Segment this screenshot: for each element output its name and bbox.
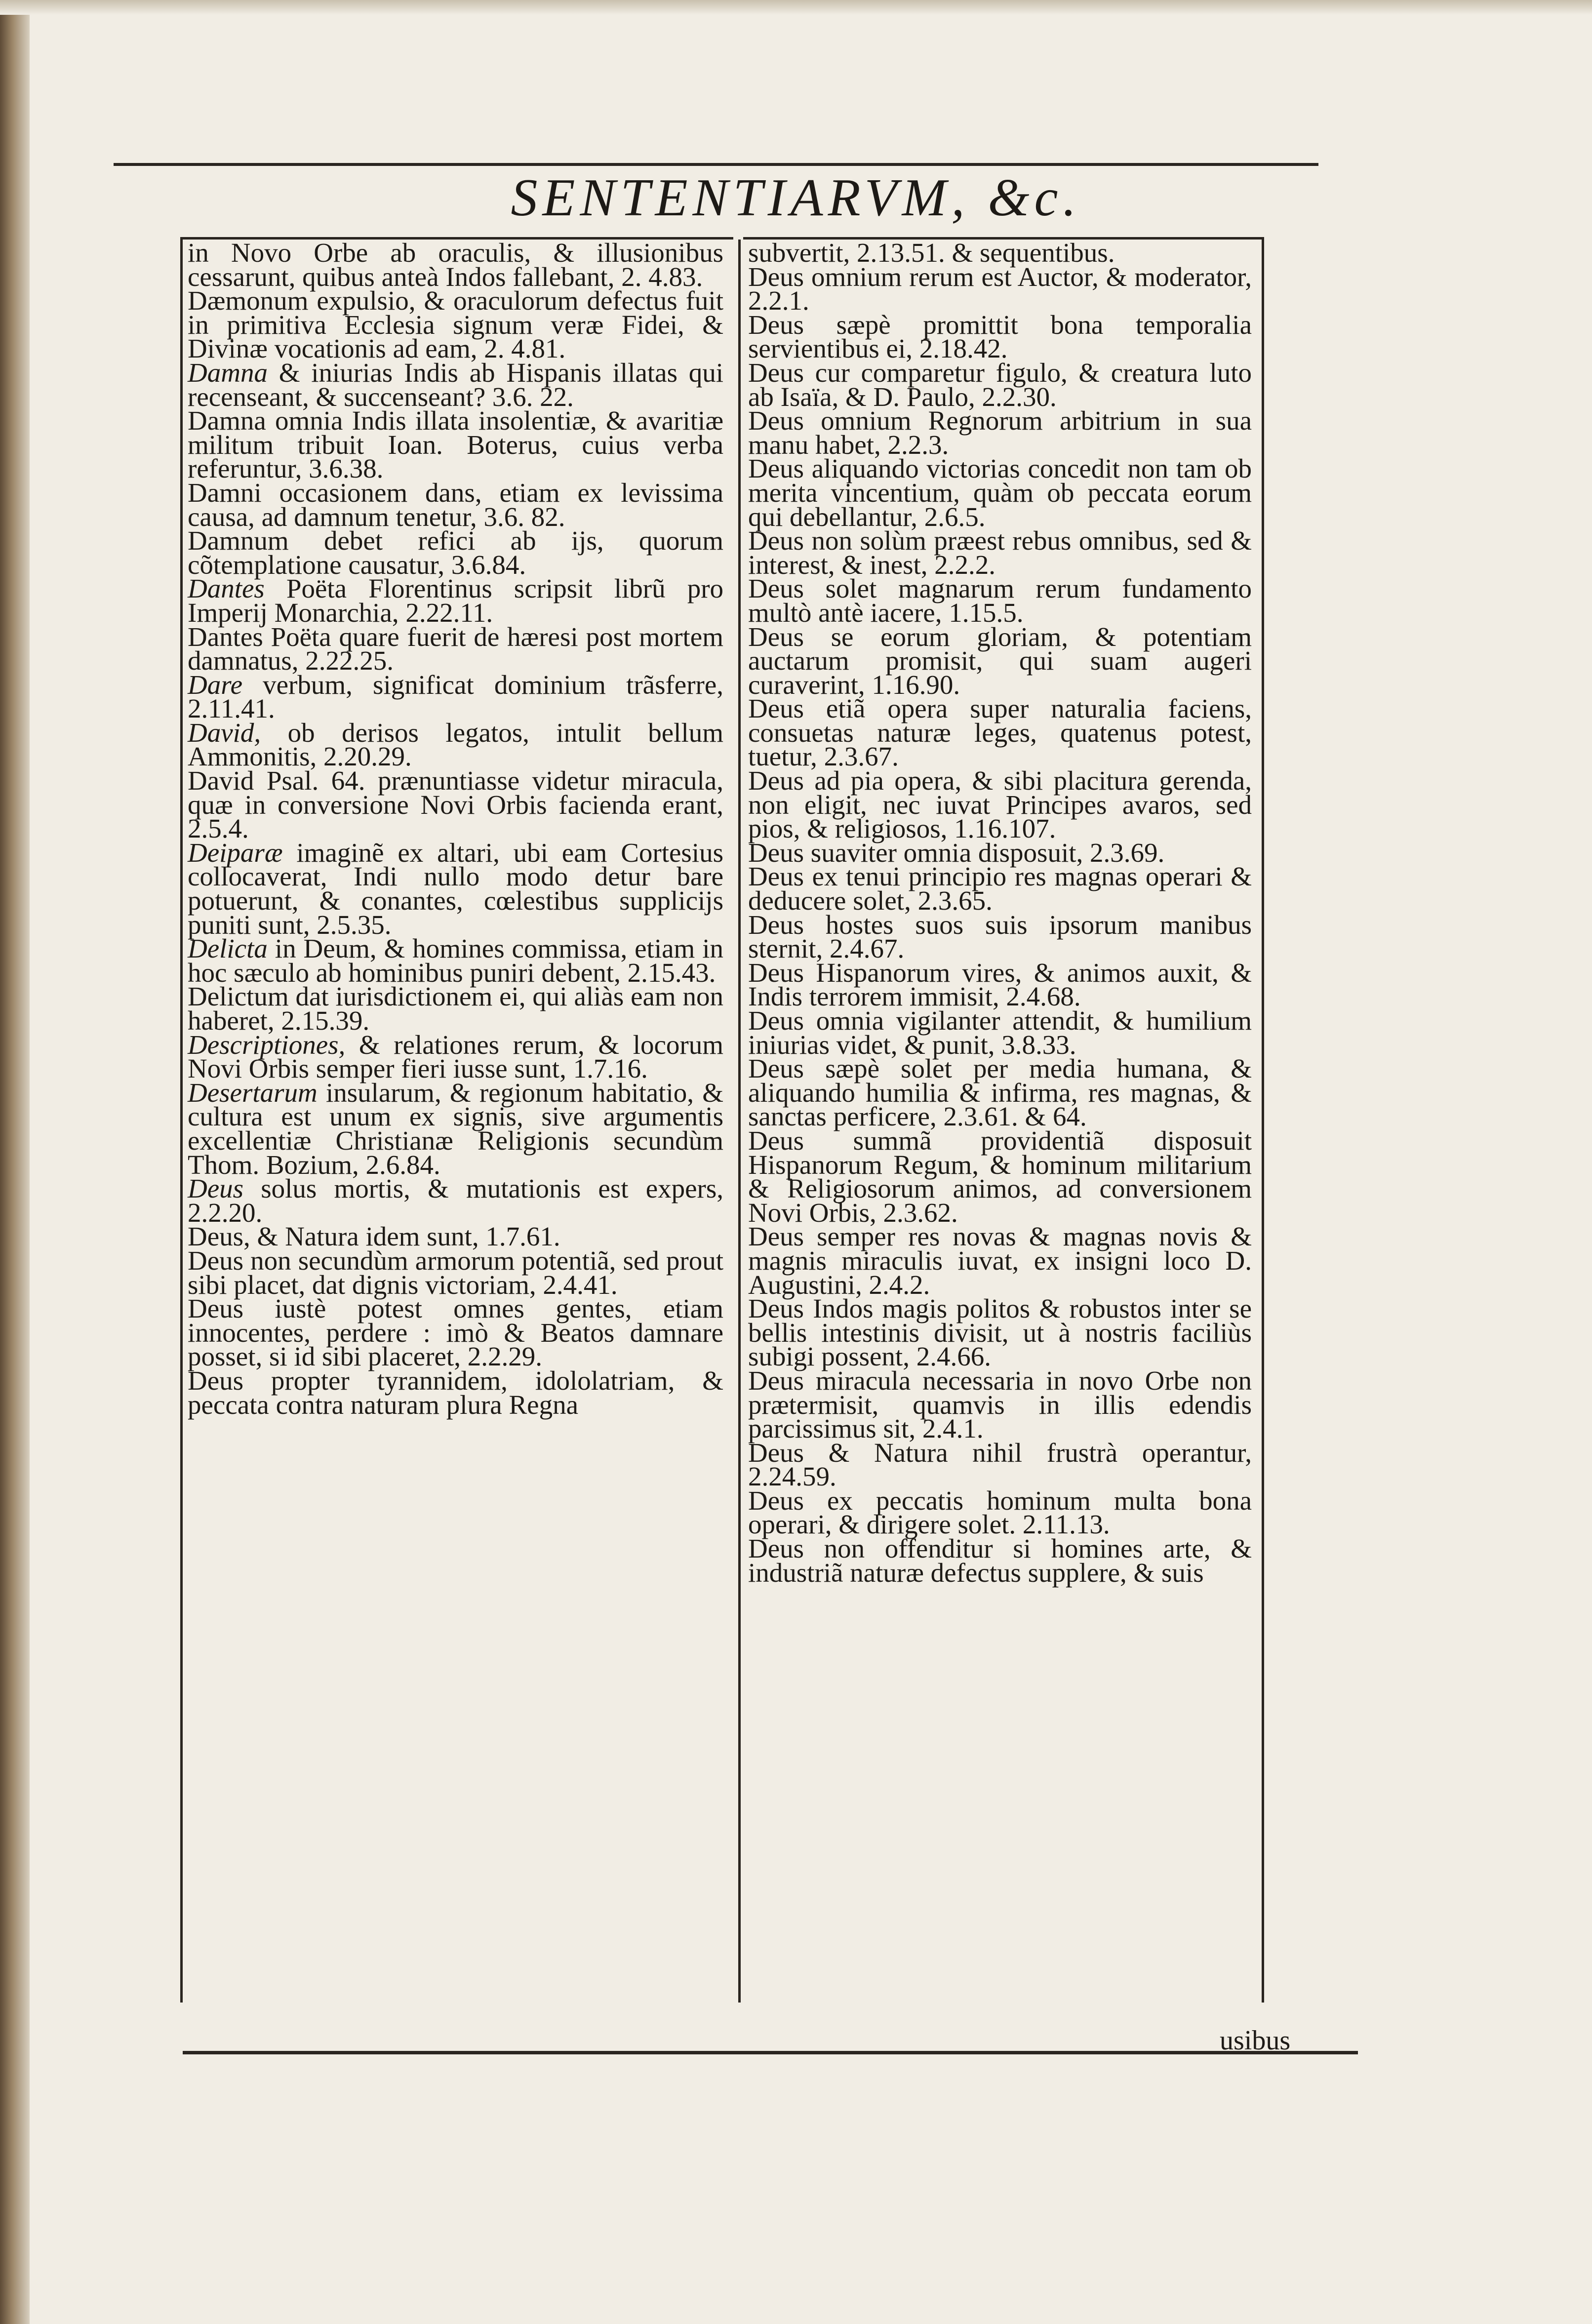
entry-text: Deus sæpè promittit bona temporalia servientibus ei, 2.18.42. xyxy=(748,309,1252,364)
index-entry xyxy=(188,1173,724,1228)
index-entry xyxy=(748,693,1252,772)
index-entry xyxy=(748,453,1252,532)
entry-text: Deus aliquando victorias concedit non tam ob merita vincentium, quàm ob peccata eorum qui debellantur, 2.6.5. xyxy=(748,453,1252,532)
index-entry xyxy=(188,933,723,988)
entry-text: Deus solet magnarum rerum fundamento multò antè iacere, 1.15.5. xyxy=(748,573,1252,628)
entry-text: Damna omnia Indis illata insolentiæ, & avaritiæ militum tribuit Ioan. Boterus, cuius verba referuntur, 3.6.38. xyxy=(188,405,723,484)
entry-text: Damni occasionem dans, etiam ex levissima causa, ad damnum tenetur, 3.6. 82. xyxy=(188,477,723,532)
index-entry xyxy=(188,669,724,724)
index-entry xyxy=(748,309,1252,364)
index-entry xyxy=(748,1533,1252,1588)
index-entry xyxy=(748,909,1252,964)
entry-text: Deus summã providentiã disposuit Hispanorum Regum, & hominum militarium & Religiosorum animos, ad conversionem Novi Orbis, 2.3.62. xyxy=(748,1125,1252,1228)
index-entry xyxy=(748,525,1252,580)
entry-text: in Novo Orbe ab oraculis, & illusionibus cessarunt, quibus anteà Indos fallebant, 2. 4.83. xyxy=(188,238,723,292)
book-gutter-edge xyxy=(0,0,30,2324)
entry-text: Dæmonum expulsio, & oraculorum defectus fuit in primitiva Ecclesia signum veræ Fidei, & Divinæ vocationis ad eam, 2. 4.81. xyxy=(188,285,723,364)
index-entry xyxy=(188,405,723,484)
index-entry xyxy=(188,1077,724,1180)
index-entry xyxy=(748,1005,1252,1060)
right-index-column xyxy=(748,238,1252,1588)
entry-text: in Deum, & homines commissa, etiam in hoc sæculo ab hominibus puniri debent, 2.15.43. xyxy=(188,933,723,988)
entry-text: Deus non secundùm armorum potentiã, sed prout sibi placet, dat dignis victoriam, 2.4.41. xyxy=(188,1245,723,1300)
catchword: usibus xyxy=(1220,2025,1291,2056)
entry-text: Poëta Florentinus scripsit librũ pro Imperij Monarchia, 2.22.11. xyxy=(188,573,724,628)
index-entry xyxy=(748,357,1252,412)
page-title: SENTENTIARVM, &c. xyxy=(511,168,1081,227)
entry-text: Deus cur comparetur figulo, & creatura luto ab Isaïa, & D. Paulo, 2.2.30. xyxy=(748,357,1252,412)
entry-text: subvertit, 2.13.51. & sequentibus. xyxy=(748,238,1115,268)
entry-text: Deus ad pia opera, & sibi placitura gerenda, non eligit, nec iuvat Principes avaros, sed pios, & religiosos, 1.16.107. xyxy=(748,765,1252,844)
entry-text: imaginẽ ex altari, ubi eam Cortesius collocaverat, Indi nullo modo detur bare potuerunt, & conantes, cœlestibus supplicijs puniti sunt, 2.5.35. xyxy=(188,837,723,940)
entry-text: Deus, & Natura idem sunt, 1.7.61. xyxy=(188,1221,560,1252)
index-entry xyxy=(748,621,1252,700)
index-entry xyxy=(188,357,723,412)
index-entry xyxy=(748,1437,1252,1492)
entry-headword: Deus xyxy=(188,1173,244,1204)
entry-text: ob derisos legatos, intulit bellum Ammonitis, 2.20.29. xyxy=(188,717,724,772)
entry-text: Deus ex tenui principio res magnas operari & deducere solet, 2.3.65. xyxy=(748,861,1252,916)
entry-text: Deus etiã opera super naturalia faciens, consuetas naturæ leges, quatenus potest, tuetur, 2.3.67. xyxy=(748,693,1252,772)
entry-text: Deus sæpè solet per media humana, & aliquando humilia & infirma, res magnas, & sanctas perficere, 2.3.61. & 64. xyxy=(748,1053,1252,1132)
entry-text: Deus Hispanorum vires, & animos auxit, & Indis terrorem immisit, 2.4.68. xyxy=(748,957,1252,1012)
entry-text: David Psal. 64. prænuntiasse videtur miracula, quæ in conversione Novi Orbis facienda erant, 2.5.4. xyxy=(188,765,723,844)
entry-text: verbum, significat dominium trãsferre, 2.11.41. xyxy=(188,669,724,724)
index-entry xyxy=(748,1053,1252,1132)
index-entry xyxy=(748,861,1252,916)
entry-text: Deus iustè potest omnes gentes, etiam innocentes, perdere : imò & Beatos damnare posset, si id sibi placeret, 2.2.29. xyxy=(188,1293,723,1372)
entry-text: Dantes Poëta quare fuerit de hæresi post mortem damnatus, 2.22.25. xyxy=(188,621,723,676)
index-entry xyxy=(748,1365,1252,1444)
bottom-rule xyxy=(183,2051,1358,2054)
entry-headword: Damna xyxy=(188,357,268,388)
entry-text: Deus Indos magis politos & robustos inter se bellis intestinis divisit, ut à nostris faciliùs subigi possent, 2.4.66. xyxy=(748,1293,1252,1372)
index-entry xyxy=(188,1029,723,1084)
index-entry xyxy=(188,573,724,628)
index-entry xyxy=(748,405,1252,460)
entry-text: & relationes rerum, & locorum Novi Orbis semper fieri iusse sunt, 1.7.16. xyxy=(188,1029,723,1084)
index-entry xyxy=(188,717,724,772)
index-entry xyxy=(748,1125,1252,1228)
right-column-border xyxy=(1262,240,1264,2003)
index-entry xyxy=(188,837,723,940)
index-entry xyxy=(188,285,723,364)
entry-text: & iniurias Indis ab Hispanis illatas qui recenseant, & succenseant? 3.6. 22. xyxy=(188,357,723,412)
index-entry xyxy=(188,765,723,844)
entry-text: Deus semper res novas & magnas novis & magnis miraculis iuvat, ex insigni loco D. Augustini, 2.4.2. xyxy=(748,1221,1252,1300)
index-entry xyxy=(188,525,723,580)
entry-text: Deus non offenditur si homines arte, & industriã naturæ defectus supplere, & suis xyxy=(748,1533,1252,1588)
entry-headword: Dare xyxy=(188,669,242,700)
index-entry xyxy=(748,1221,1252,1300)
left-index-column xyxy=(188,238,724,1420)
entry-text: Deus non solùm præest rebus omnibus, sed & interest, & inest, 2.2.2. xyxy=(748,525,1252,580)
entry-text: Deus propter tyrannidem, idololatriam, & peccata contra naturam plura Regna xyxy=(188,1365,723,1420)
entry-headword: Delicta xyxy=(188,933,268,964)
entry-text: Deus hostes suos suis ipsorum manibus sternit, 2.4.67. xyxy=(748,909,1252,964)
entry-text: Deus omnia vigilanter attendit, & humilium iniurias videt, & punit, 3.8.33. xyxy=(748,1005,1252,1060)
entry-text: Delictum dat iurisdictionem ei, qui aliàs eam non haberet, 2.15.39. xyxy=(188,981,723,1036)
column-divider xyxy=(738,240,741,2003)
index-entry xyxy=(188,981,723,1036)
index-entry xyxy=(188,1365,723,1420)
index-entry xyxy=(748,1293,1252,1372)
index-entry xyxy=(748,1485,1252,1540)
left-column-border xyxy=(180,240,183,2003)
index-entry xyxy=(188,1245,723,1300)
entry-headword: Deiparæ xyxy=(188,837,283,868)
entry-text: Deus omnium Regnorum arbitrium in sua manu habet, 2.2.3. xyxy=(748,405,1252,460)
entry-headword: Dantes xyxy=(188,573,265,604)
index-entry xyxy=(748,261,1252,316)
entry-text: Deus se eorum gloriam, & potentiam auctarum promisit, qui suam augeri curaverint, 1.16.90. xyxy=(748,621,1252,700)
entry-text: Deus suaviter omnia disposuit, 2.3.69. xyxy=(748,837,1165,868)
entry-text: Deus ex peccatis hominum multa bona operari, & dirigere solet. 2.11.13. xyxy=(748,1485,1252,1540)
page-top-edge xyxy=(0,0,1592,15)
entry-headword: Desertarum xyxy=(188,1077,318,1108)
index-entry xyxy=(188,621,723,676)
index-entry xyxy=(748,957,1252,1012)
entry-text: insularum, & regionum habitatio, & cultura est unum ex signis, sive argumentis excellentiæ Christianæ Religionis secundùm Thom. Bozium, 2.6.84. xyxy=(188,1077,724,1180)
entry-headword: David, xyxy=(188,717,261,748)
index-entry xyxy=(188,238,723,292)
entry-headword: Descriptiones, xyxy=(188,1029,346,1060)
index-entry xyxy=(748,765,1252,844)
index-entry xyxy=(188,477,723,532)
entry-text: Deus & Natura nihil frustrà operantur, 2.24.59. xyxy=(748,1437,1252,1492)
entry-text: solus mortis, & mutationis est expers, 2.2.20. xyxy=(188,1173,724,1228)
index-entry xyxy=(188,1293,723,1372)
entry-text: Deus omnium rerum est Auctor, & moderator, 2.2.1. xyxy=(748,261,1252,316)
index-entry xyxy=(748,573,1252,628)
entry-text: Deus miracula necessaria in novo Orbe non prætermisit, quamvis in illis edendis parcissimus sit, 2.4.1. xyxy=(748,1365,1252,1444)
entry-text: Damnum debet refici ab ijs, quorum cõtemplatione causatur, 3.6.84. xyxy=(188,525,723,580)
